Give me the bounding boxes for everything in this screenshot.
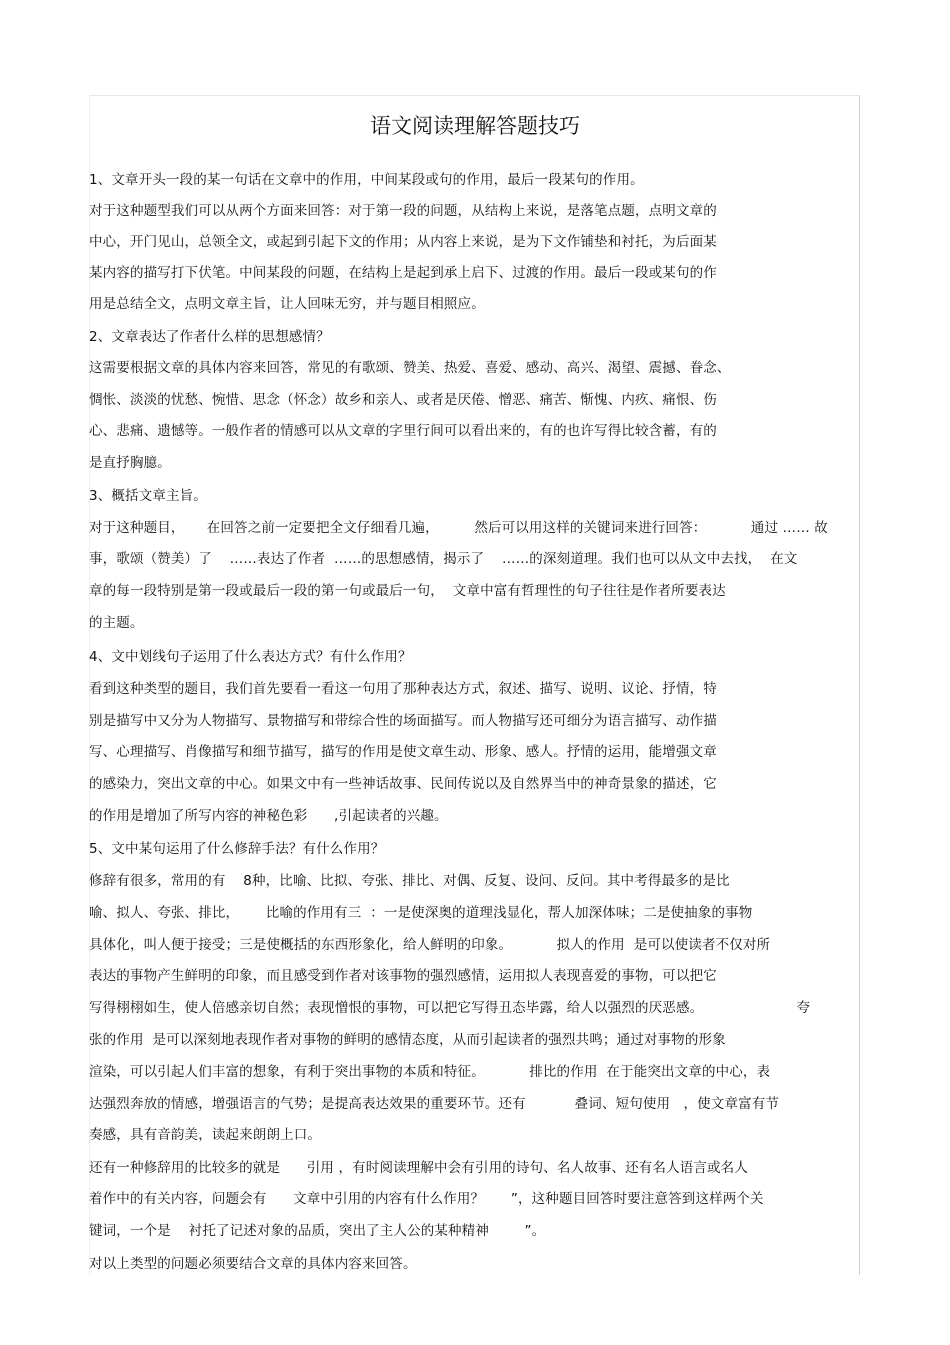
text-line: 奏感，具有音韵美，读起来朗朗上口。: [89, 1127, 322, 1143]
text-line: 的主题。: [89, 615, 144, 631]
text-line: 看到这种类型的题目，我们首先要看一看这一句用了那种表达方式，叙述、描写、说明、议论、抒情，特: [89, 681, 717, 697]
text-line: 惆怅、淡淡的忧愁、惋惜、思念（怀念）故乡和亲人、或者是厌倦、憎恶、痛苦、惭愧、内疚、痛恨、伤: [89, 392, 717, 408]
text-line: 别是描写中又分为人物描写、景物描写和带综合性的场面描写。而人物描写还可细分为语言描写、动作描: [89, 713, 717, 729]
text-line: 这需要根据文章的具体内容来回答，常见的有歌颂、赞美、热爱、喜爱、感动、高兴、渴望、震撼、眷念、: [89, 360, 731, 376]
text-line: 张的作用 是可以深刻地表现作者对事物的鲜明的感情态度，从而引起读者的强烈共鸣；通过对事物的形象: [89, 1032, 726, 1048]
text-line: 中心，开门见山，总领全文，或起到引起下文的作用；从内容上来说，是为下文作铺垫和衬托，为后面某: [89, 234, 717, 250]
text-line: 的感染力，突出文章的中心。如果文中有一些神话故事、民间传说以及自然界当中的神奇景象的描述，它: [89, 776, 717, 792]
text-line: 4、文中划线句子运用了什么表达方式？有什么作用？: [89, 649, 412, 665]
text-line: 某内容的描写打下伏笔。中间某段的问题，在结构上是起到承上启下、过渡的作用。最后一段或某句的作: [89, 265, 717, 281]
text-line: 达强烈奔放的情感，增强语言的气势；是提高表达效果的重要环节。还有 叠词、短句使用 ，使文章富有节: [89, 1096, 780, 1112]
text-line: 表达的事物产生鲜明的印象，而且感受到作者对该事物的强烈感情，运用拟人表现喜爱的事物，可以把它: [89, 968, 717, 984]
text-line: 心、悲痛、遗憾等。一般作者的情感可以从文章的字里行间可以看出来的，有的也许写得比较含蓄，有的: [89, 423, 717, 439]
text-line: 的作用是增加了所写内容的神秘色彩 ,引起读者的兴趣。: [89, 808, 448, 824]
text-line: 对于这种题型我们可以从两个方面来回答：对于第一段的问题，从结构上来说，是落笔点题，点明文章的: [89, 203, 717, 219]
text-line: 用是总结全文，点明文章主旨，让人回味无穷，并与题目相照应。: [89, 296, 485, 312]
text-line: 着作中的有关内容，问题会有 文章中引用的内容有什么作用？ ”，这种题目回答时要注意答到这样两个关: [89, 1191, 764, 1207]
text-line: 事，歌颂（赞美）了 ……表达了作者 ……的思想感情，揭示了 ……的深刻道理。我们也可以从文中去找， 在文: [89, 551, 798, 567]
text-line: 是直抒胸臆。: [89, 455, 171, 471]
text-line: 写、心理描写、肖像描写和细节描写，描写的作用是使文章生动、形象、感人。抒情的运用，能增强文章: [89, 744, 717, 760]
text-line: 2、文章表达了作者什么样的思想感情？: [89, 329, 330, 345]
document-title: 语文阅读理解答题技巧: [370, 114, 580, 138]
text-line: 写得栩栩如生，使人倍感亲切自然；表现憎恨的事物，可以把它写得丑态毕露，给人以强烈的厌恶感。 夸: [89, 1000, 811, 1016]
text-line: 5、文中某句运用了什么修辞手法？有什么作用？: [89, 841, 385, 857]
text-line: 还有一种修辞用的比较多的就是 引用 ，有时阅读理解中会有引用的诗句、名人故事、还有名人语言或名人: [89, 1160, 748, 1176]
text-line: 渲染，可以引起人们丰富的想象，有利于突出事物的本质和特征。 排比的作用 在于能突出文章的中心，表: [89, 1064, 771, 1080]
text-line: 对以上类型的问题必须要结合文章的具体内容来回答。: [89, 1256, 417, 1272]
text-line: 修辞有很多，常用的有 8种，比喻、比拟、夸张、排比、对偶、反复、设问、反问。其中考得最多的是比: [89, 873, 730, 889]
text-line: 对于这种题目， 在回答之前一定要把全文仔细看几遍， 然后可以用这样的关键词来进行回答： 通过 …… 故: [89, 520, 828, 536]
text-line: 具体化，叫人便于接受；三是使概括的东西形象化，给人鲜明的印象。 拟人的作用 是可以使读者不仅对所: [89, 937, 771, 953]
text-line: 1、文章开头一段的某一句话在文章中的作用，中间某段或句的作用，最后一段某句的作用。: [89, 172, 644, 188]
text-line: 键词，一个是 衬托了记述对象的品质，突出了主人公的某种精神 ”。: [89, 1223, 546, 1239]
text-line: 3、概括文章主旨。: [89, 488, 207, 504]
text-line: 章的每一段特别是第一段或最后一段的第一句或最后一句， 文章中富有哲理性的句子往往是作者所要表达: [89, 583, 726, 599]
text-line: 喻、拟人、夸张、排比， 比喻的作用有三 ：一是使深奥的道理浅显化，帮人加深体味；二是使抽象的事物: [89, 905, 753, 921]
